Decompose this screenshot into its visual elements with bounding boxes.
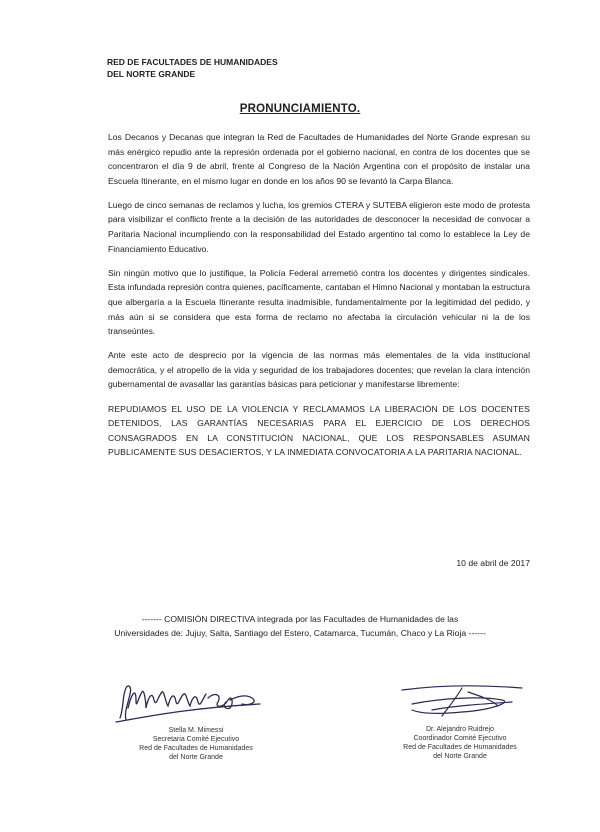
signatory-right-text [370,725,550,761]
signatory-left-text [106,726,286,762]
signatory-right-org2: del Norte Grande [433,753,487,760]
signatory-right-role: Coordinador Comité Ejecutivo [413,735,507,742]
signatory-left-role: Secretaria Comité Ejecutivo [152,736,240,743]
paragraph-4: Ante este acto de desprecio por la vigencia de las normas más elementales de la vida institucional democrática, y el atropello de la vida y seguridad de los trabajadores docentes; que revelan la clara intención gubernamental de avasallar las garantías básicas para peticionar y manifestarse libremente: [108,350,530,390]
signature-block-right [372,680,552,760]
signatory-right-name: Dr. Alejandro Ruidrejo [425,726,495,733]
document-date: 10 de abril de 2017 [456,558,530,568]
handwritten-signature-left [110,678,290,728]
handwritten-signature-right [372,680,552,724]
header-line-1: RED DE FACULTADES DE HUMANIDADES [107,57,278,67]
document-title: PRONUNCIAMIENTO. [239,103,361,115]
signatory-right-org1: Red de Facultades de Humanidades [403,744,517,751]
document-body [108,130,530,469]
paragraph-2: Luego de cinco semanas de reclamos y lucha, los gremios CTERA y SUTEBA eligieron este modo de protesta para visibilizar el conflicto frente a la decisión de las autoridades de desconocer la necesidad de convocar a Paritaria Nacional incumpliendo con la responsabilidad del Estado argentino tal como lo establece la Ley de Financiamiento Educativo. [108,199,530,254]
paragraph-1: Los Decanos y Decanas que integran la Red de Facultades de Humanidades del Norte Grande expresan su más enérgico repudio ante la represión ordenada por el gobierno nacional, en contra de los docentes que se concentraron el día 9 de abril, frente al Congreso de la Nación Argentina con el propósito de instalar una Escuela Itinerante, en el mismo lugar en donde en los años 90 se levantó la Carpa Blanca. [108,132,530,186]
signatory-left-name: Stella M. Mimessi [168,727,224,734]
signature-block-left [110,678,290,761]
commission-line-1: ------- COMISIÓN DIRECTIVA integrada por las Facultades de Humanidades de las [141,614,459,624]
header-line-2: DEL NORTE GRANDE [107,69,196,79]
commission-note [0,612,600,640]
paragraph-3: Sin ningún motivo que lo justifique, la Policía Federal arremetió contra los docentes y dirigentes sindicales. Esta infundada represión contra quienes, pacíficamente, cantaban el Himno Nacional y montaban la estructura que albergaría a la Escuela Itinerante resulta inadmisible, fundamentalmente por la legitimidad del pedido, y más aún si se considera que esta forma de reclamo no afectaba la circulación vehicular ni la de los transeúntes. [108,267,530,337]
paragraph-demands: REPUDIAMOS EL USO DE LA VIOLENCIA Y RECLAMAMOS LA LIBERACIÓN DE LOS DOCENTES DETENIDOS, LAS GARANTÍAS NECESARIAS PARA EL EJERCICIO DE LOS DERECHOS CONSAGRADOS EN LA CONSTITUCIÓN NACIONAL, QUE LOS RESPONSABLES ASUMAN PUBLICAMENTE SUS DESACIERTOS, Y LA INMEDIATA CONVOCATORIA A LA PARITARIA NACIONAL. [108,403,530,458]
commission-line-2: Universidades de: Jujuy, Salta, Santiago del Estero, Catamarca, Tucumán, Chaco y La Rioja ------ [114,628,486,638]
institution-header [107,56,278,80]
signatory-left-org2: del Norte Grande [169,754,223,761]
signatory-left-org1: Red de Facultades de Humanidades [139,745,253,752]
